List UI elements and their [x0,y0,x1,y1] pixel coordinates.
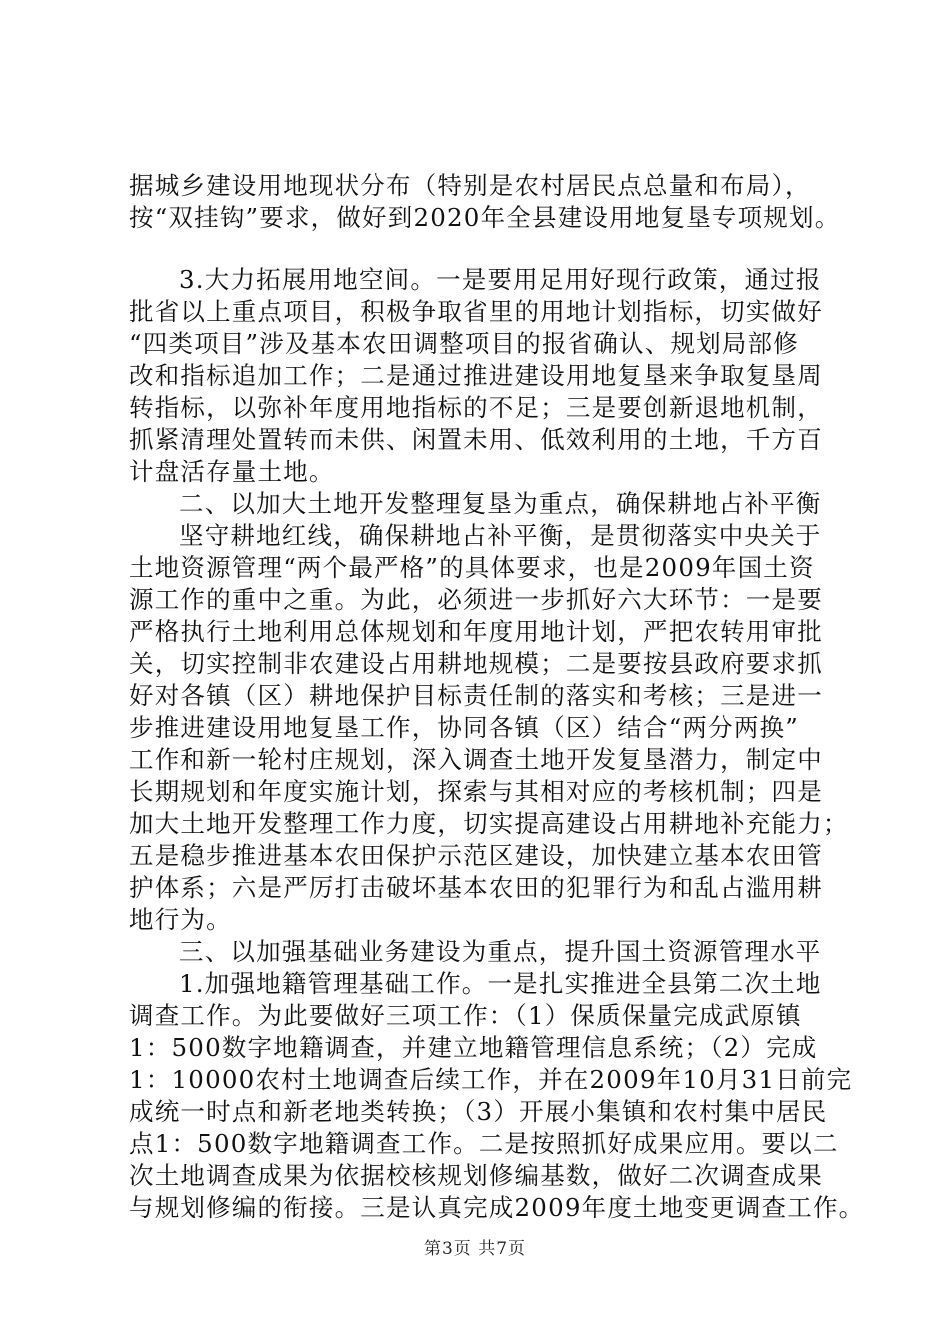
text-line: 改和指标追加工作；二是通过推进建设用地复垦来争取复垦周 [129,361,823,390]
text-line: 长期规划和年度实施计划，探索与其相对应的考核机制；四是 [129,777,823,806]
text-line: 1：500数字地籍调查，并建立地籍管理信息系统；（2）完成 [129,1033,818,1062]
page-number-footer: 第3页 共7页 [423,1239,527,1259]
text-line: 加大土地开发整理工作力度，切实提高建设占用耕地补充能力； [129,809,849,838]
text-line: “四类项目”涉及基本农田调整项目的报省确认、规划局部修 [129,329,799,358]
text-line: 据城乡建设用地现状分布（特别是农村居民点总量和布局）， [129,171,811,200]
text-line: 关，切实控制非农建设占用耕地规模；二是要按县政府要求抓 [129,649,823,678]
text-line: 严格执行土地利用总体规划和年度用地计划，严把农转用审批 [129,617,823,646]
text-line: 抓紧清理处置转而未供、闲置未用、低效利用的土地，千方百 [129,425,823,454]
text-line: 次土地调查成果为依据校核规划修编基数，做好二次调查成果 [129,1161,823,1190]
text-line: 步推进建设用地复垦工作，协同各镇（区）结合“两分两换” [129,713,799,742]
text-line: 地行为。 [129,905,232,934]
text-line: 1.加强地籍管理基础工作。一是扎实推进全县第二次土地 [179,969,822,998]
text-line: 1：10000农村土地调查后续工作，并在2009年10月31日前完 [129,1065,853,1094]
text-line: 点1：500数字地籍调查工作。二是按照抓好成果应用。要以二 [129,1129,839,1158]
section-heading: 二、以加大土地开发整理复垦为重点，确保耕地占补平衡 [179,489,822,518]
text-line: 坚守耕地红线，确保耕地占补平衡，是贯彻落实中央关于 [179,521,822,550]
text-line: 与规划修编的衔接。三是认真完成2009年度土地变更调查工作。 [129,1193,865,1222]
text-line: 源工作的重中之重。为此，必须进一步抓好六大环节：一是要 [129,585,823,614]
text-line: 3.大力拓展用地空间。一是要用足用好现行政策，通过报 [179,265,822,294]
text-line: 土地资源管理“两个最严格”的具体要求，也是2009年国土资 [129,553,815,582]
text-line: 按“双挂钩”要求，做好到2020年全县建设用地复垦专项规划。 [129,203,841,232]
text-line: 工作和新一轮村庄规划，深入调查土地开发复垦潜力，制定中 [129,745,823,774]
text-line: 计盘活存量土地。 [129,457,335,486]
text-line: 五是稳步推进基本农田保护示范区建设，加快建立基本农田管 [129,841,823,870]
text-line: 批省以上重点项目，积极争取省里的用地计划指标，切实做好 [129,297,823,326]
text-line: 转指标，以弥补年度用地指标的不足；三是要创新退地机制， [129,393,823,422]
text-line: 调查工作。为此要做好三项工作：（1）保质保量完成武原镇 [129,1001,802,1030]
text-line: 成统一时点和新老地类转换；（3）开展小集镇和农村集中居民 [129,1097,828,1126]
section-heading: 三、以加强基础业务建设为重点，提升国土资源管理水平 [179,937,822,966]
text-line: 护体系；六是严厉打击破坏基本农田的犯罪行为和乱占滥用耕 [129,873,823,902]
document-body [129,170,865,1224]
text-line: 好对各镇（区）耕地保护目标责任制的落实和考核；三是进一 [129,681,823,710]
paragraph-gap [129,234,841,264]
